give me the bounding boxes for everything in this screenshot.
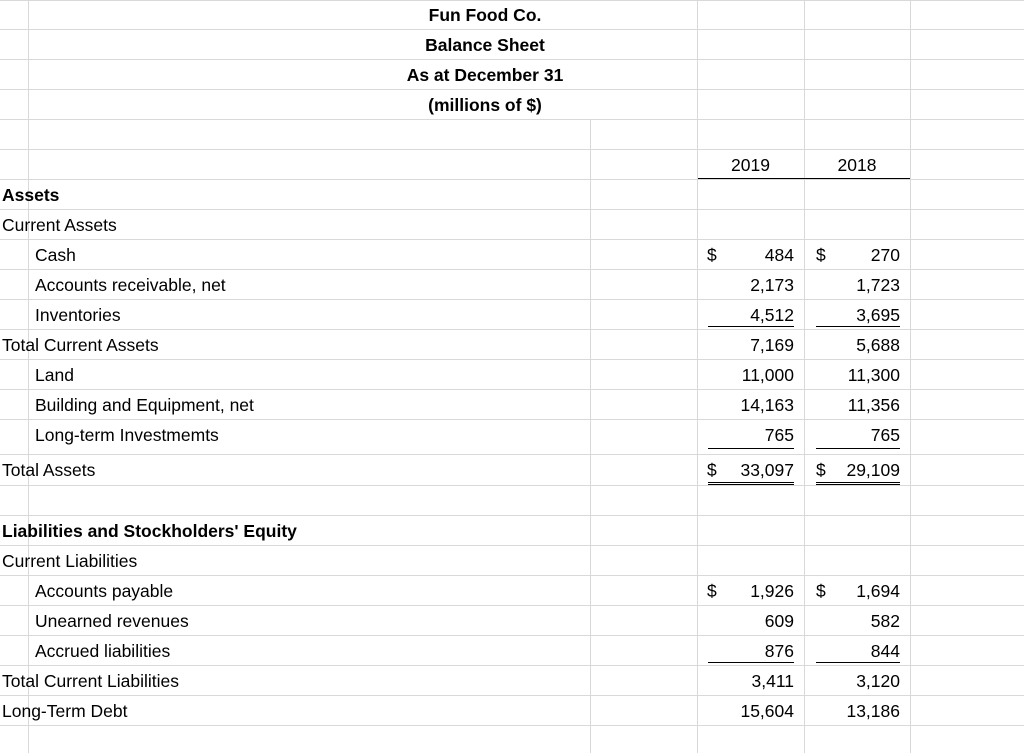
value-accounts-payable-2019: 1,926 [750, 581, 794, 601]
row-label-total-current-assets: Total Current Assets [2, 335, 159, 355]
value-accrued-liabilities-2019: 876 [764, 641, 794, 661]
gridline [0, 59, 1024, 60]
subtotal-underline [816, 448, 900, 449]
gridline [0, 605, 1024, 606]
row-label-building-equipment: Building and Equipment, net [35, 395, 254, 415]
gridline [0, 725, 1024, 726]
column-header-2019: 2019 [731, 155, 770, 175]
value-total-current-liabilities-2018: 3,120 [856, 671, 900, 691]
row-label-cash: Cash [35, 245, 76, 265]
value-accrued-liabilities-2018: 844 [870, 641, 900, 661]
value-land-2018: 11,300 [847, 365, 900, 385]
gridline [804, 0, 805, 753]
subtotal-underline [708, 662, 794, 663]
column-header-2018: 2018 [837, 155, 877, 175]
gridline [910, 0, 911, 753]
subtotal-underline [708, 326, 794, 327]
gridline [0, 0, 1024, 1]
row-label-long-term-debt: Long-Term Debt [2, 701, 128, 721]
gridline [0, 575, 1024, 576]
gridline [28, 0, 29, 753]
value-unearned-revenues-2018: 582 [870, 611, 900, 631]
gridline [0, 485, 1024, 486]
gridline [0, 329, 1024, 330]
value-long-term-investments-2018: 765 [870, 425, 900, 445]
row-label-unearned-revenues: Unearned revenues [35, 611, 189, 631]
row-label-land: Land [35, 365, 74, 385]
value-total-assets-2019: 33,097 [740, 460, 794, 480]
value-cash-2019: 484 [764, 245, 794, 265]
header-underline [698, 178, 910, 179]
value-inventories-2019: 4,512 [750, 305, 794, 325]
gridline [0, 545, 1024, 546]
value-long-term-investments-2019: 765 [764, 425, 794, 445]
statement-title: Balance Sheet [425, 35, 545, 55]
row-label-total-current-liabilities: Total Current Liabilities [2, 671, 180, 691]
row-label-accounts-receivable: Accounts receivable, net [35, 275, 226, 295]
value-total-current-assets-2019: 7,169 [750, 335, 794, 355]
value-accounts-receivable-2019: 2,173 [750, 275, 794, 295]
subtotal-underline [816, 662, 900, 663]
value-accounts-receivable-2018: 1,723 [856, 275, 900, 295]
value-total-assets-2018: 29,109 [846, 460, 900, 480]
section-title-assets: Assets [2, 185, 60, 205]
value-inventories-2018: 3,695 [856, 305, 900, 325]
currency-symbol: $ [816, 245, 826, 265]
gridline [0, 29, 1024, 30]
value-long-term-debt-2019: 15,604 [740, 701, 794, 721]
gridline [0, 209, 1024, 210]
gridline [0, 299, 1024, 300]
gridline [0, 269, 1024, 270]
row-label-long-term-investments: Long-term Investmemts [35, 425, 219, 445]
value-unearned-revenues-2019: 609 [764, 611, 794, 631]
value-building-equipment-2019: 14,163 [740, 395, 794, 415]
row-label-accounts-payable: Accounts payable [35, 581, 174, 601]
gridline [0, 389, 1024, 390]
subtotal-underline [816, 326, 900, 327]
row-label-total-assets: Total Assets [2, 460, 96, 480]
gridline [0, 149, 1024, 150]
gridline [0, 635, 1024, 636]
subtotal-underline [708, 448, 794, 449]
subsection-current-assets: Current Assets [2, 215, 117, 235]
section-title-liabilities-equity: Liabilities and Stockholders' Equity [2, 521, 297, 541]
currency-symbol: $ [707, 581, 717, 601]
total-double-underline [708, 482, 794, 485]
statement-units: (millions of $) [428, 95, 542, 115]
gridline [0, 419, 1024, 420]
company-name: Fun Food Co. [428, 5, 542, 25]
currency-symbol: $ [816, 581, 826, 601]
value-total-current-assets-2018: 5,688 [856, 335, 900, 355]
subsection-current-liabilities: Current Liabilities [2, 551, 138, 571]
gridline [0, 515, 1024, 516]
gridline [0, 179, 1024, 180]
gridline [0, 665, 1024, 666]
gridline [0, 89, 1024, 90]
currency-symbol: $ [707, 460, 717, 480]
value-accounts-payable-2018: 1,694 [856, 581, 900, 601]
value-total-current-liabilities-2019: 3,411 [751, 671, 794, 691]
currency-symbol: $ [816, 460, 826, 480]
statement-date: As at December 31 [406, 65, 564, 85]
gridline [697, 0, 698, 753]
currency-symbol: $ [707, 245, 717, 265]
value-cash-2018: 270 [870, 245, 900, 265]
total-double-underline [816, 482, 900, 485]
gridline [590, 119, 591, 753]
value-building-equipment-2018: 11,356 [847, 395, 900, 415]
gridline [0, 359, 1024, 360]
gridline [0, 119, 1024, 120]
row-label-accrued-liabilities: Accrued liabilities [35, 641, 171, 661]
value-land-2019: 11,000 [741, 365, 794, 385]
gridline [0, 695, 1024, 696]
row-label-inventories: Inventories [35, 305, 121, 325]
gridline [0, 239, 1024, 240]
gridline [0, 454, 1024, 455]
value-long-term-debt-2018: 13,186 [846, 701, 900, 721]
